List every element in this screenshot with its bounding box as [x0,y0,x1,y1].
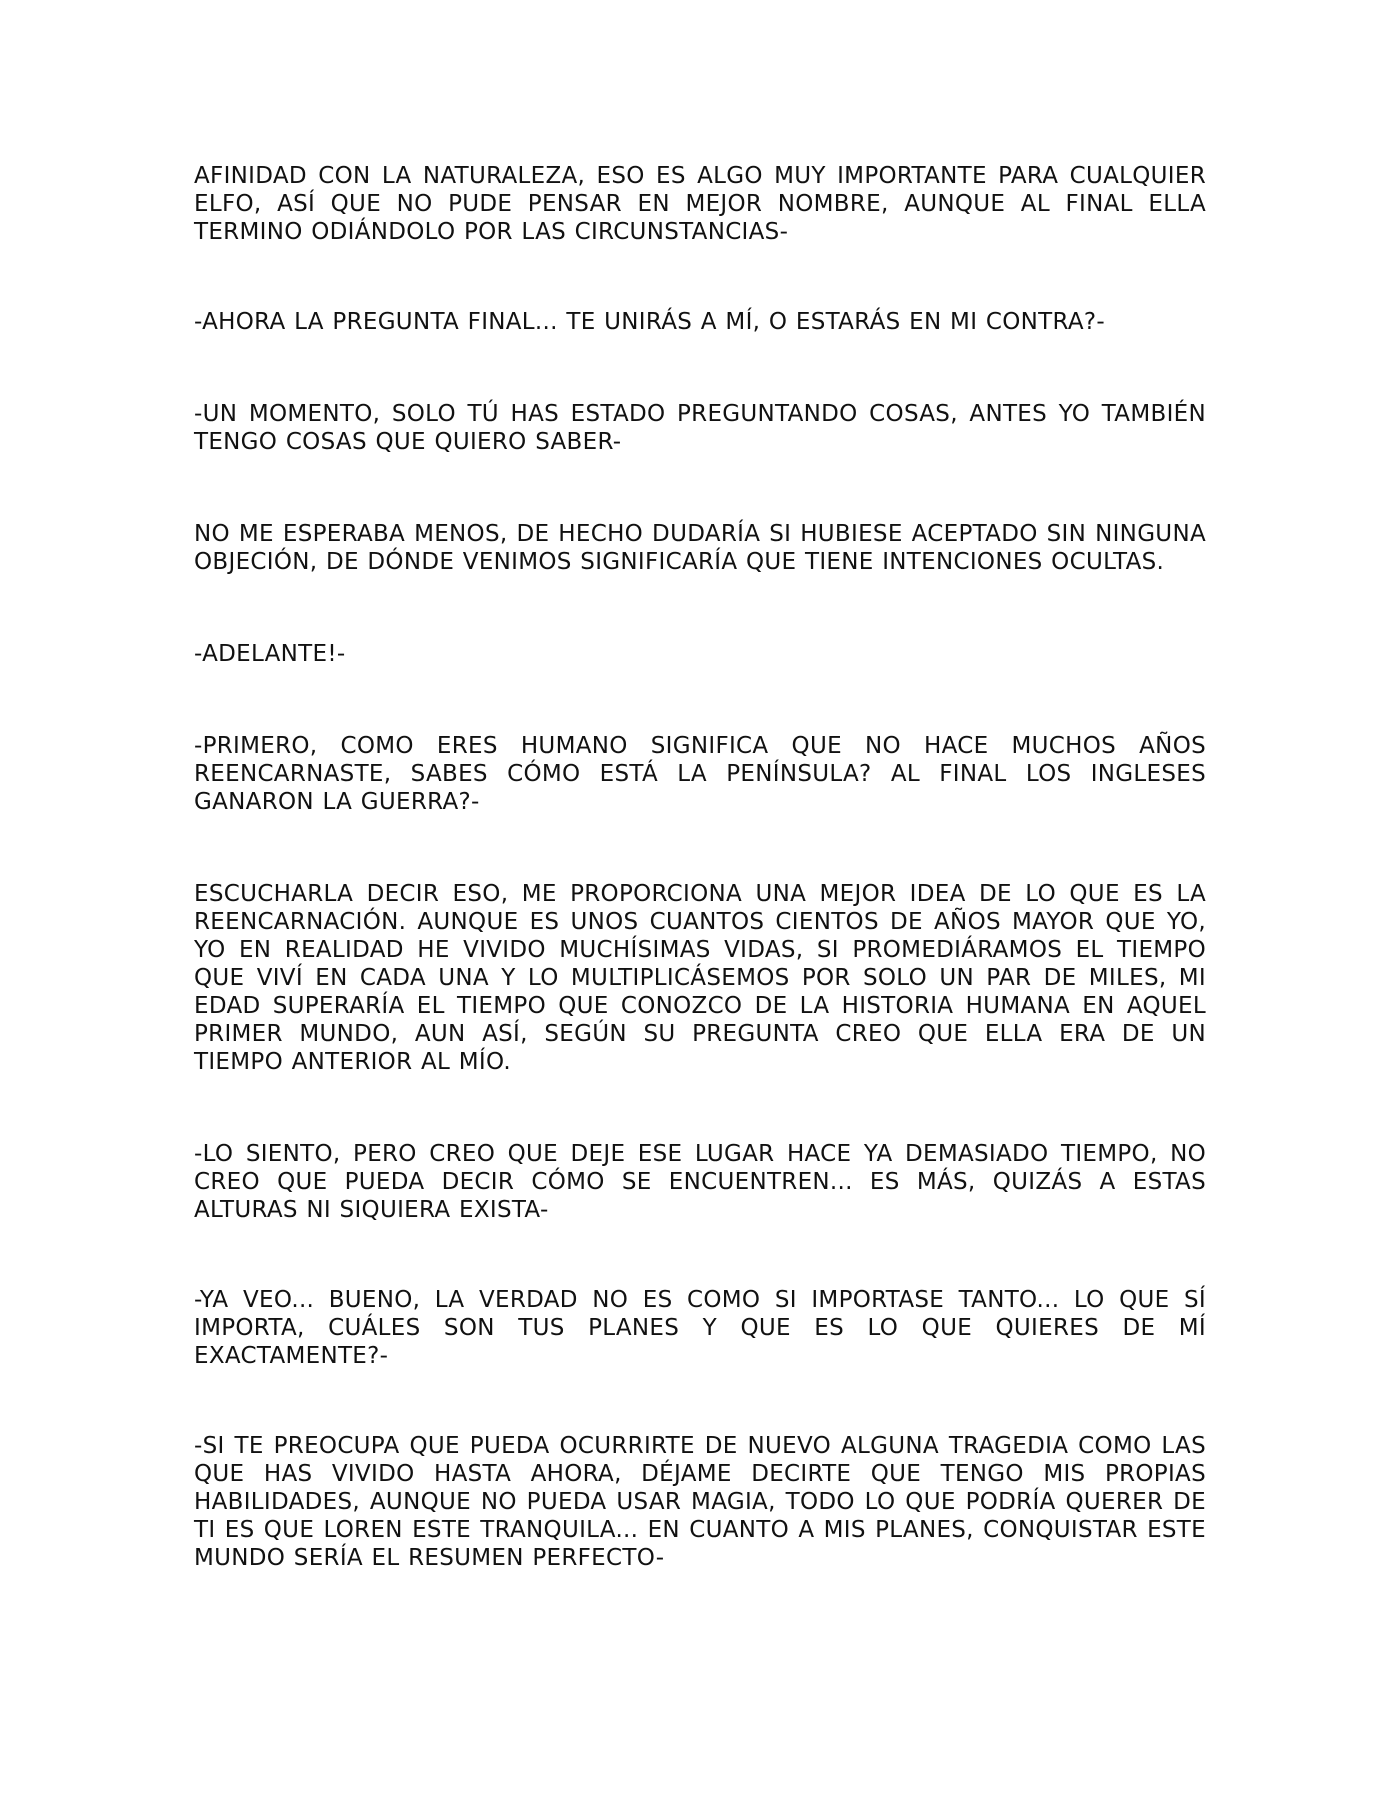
paragraph-9: -YA VEO... BUENO, LA VERDAD NO ES COMO SI IMPORTASE TANTO... LO QUE SÍ IMPORTA, CUÁLES SON TUS PLANES Y QUE ES LO QUE QUIERES DE MÍ EXACTAMENTE?- [194,1287,1206,1369]
paragraph-1: AFINIDAD CON LA NATURALEZA, ESO ES ALGO MUY IMPORTANTE PARA CUALQUIER ELFO, ASÍ QUE NO PUDE PENSAR EN MEJOR NOMBRE, AUNQUE AL FINAL ELLA TERMINO ODIÁNDOLO POR LAS CIRCUNSTANCIAS- [194,163,1206,245]
paragraph-7: ESCUCHARLA DECIR ESO, ME PROPORCIONA UNA MEJOR IDEA DE LO QUE ES LA REENCARNACIÓN. AUNQUE ES UNOS CUANTOS CIENTOS DE AÑOS MAYOR QUE YO, YO EN REALIDAD HE VIVIDO MUCHÍSIMAS VIDAS, SI PROMEDIÁRAMOS EL TIEMPO QUE VIVÍ EN CADA UNA Y LO MULTIPLICÁSEMOS POR SOLO UN PAR DE MILES, MI EDAD SUPERARÍA EL TIEMPO QUE CONOZCO DE LA HISTORIA HUMANA EN AQUEL PRIMER MUNDO, AUN ASÍ, SEGÚN SU PREGUNTA CREO QUE ELLA ERA DE UN TIEMPO ANTERIOR AL MÍO. [194,881,1206,1075]
paragraph-6: -PRIMERO, COMO ERES HUMANO SIGNIFICA QUE NO HACE MUCHOS AÑOS REENCARNASTE, SABES CÓMO ESTÁ LA PENÍNSULA? AL FINAL LOS INGLESES GANARON LA GUERRA?- [194,733,1206,815]
paragraph-4: NO ME ESPERABA MENOS, DE HECHO DUDARÍA SI HUBIESE ACEPTADO SIN NINGUNA OBJECIÓN, DE DÓNDE VENIMOS SIGNIFICARÍA QUE TIENE INTENCIONES OCULTAS. [194,521,1206,575]
paragraph-2: -AHORA LA PREGUNTA FINAL... TE UNIRÁS A MÍ, O ESTARÁS EN MI CONTRA?- [194,309,1106,335]
paragraph-3: -UN MOMENTO, SOLO TÚ HAS ESTADO PREGUNTANDO COSAS, ANTES YO TAMBIÉN TENGO COSAS QUE QUIERO SABER- [194,401,1206,455]
paragraph-5: -ADELANTE!- [194,641,346,667]
paragraph-10: -SI TE PREOCUPA QUE PUEDA OCURRIRTE DE NUEVO ALGUNA TRAGEDIA COMO LAS QUE HAS VIVIDO HASTA AHORA, DÉJAME DECIRTE QUE TENGO MIS PROPIAS HABILIDADES, AUNQUE NO PUEDA USAR MAGIA, TODO LO QUE PODRÍA QUERER DE TI ES QUE LOREN ESTE TRANQUILA... EN CUANTO A MIS PLANES, CONQUISTAR ESTE MUNDO SERÍA EL RESUMEN PERFECTO- [194,1433,1206,1571]
paragraph-8: -LO SIENTO, PERO CREO QUE DEJE ESE LUGAR HACE YA DEMASIADO TIEMPO, NO CREO QUE PUEDA DECIR CÓMO SE ENCUENTREN... ES MÁS, QUIZÁS A ESTAS ALTURAS NI SIQUIERA EXISTA- [194,1141,1206,1223]
